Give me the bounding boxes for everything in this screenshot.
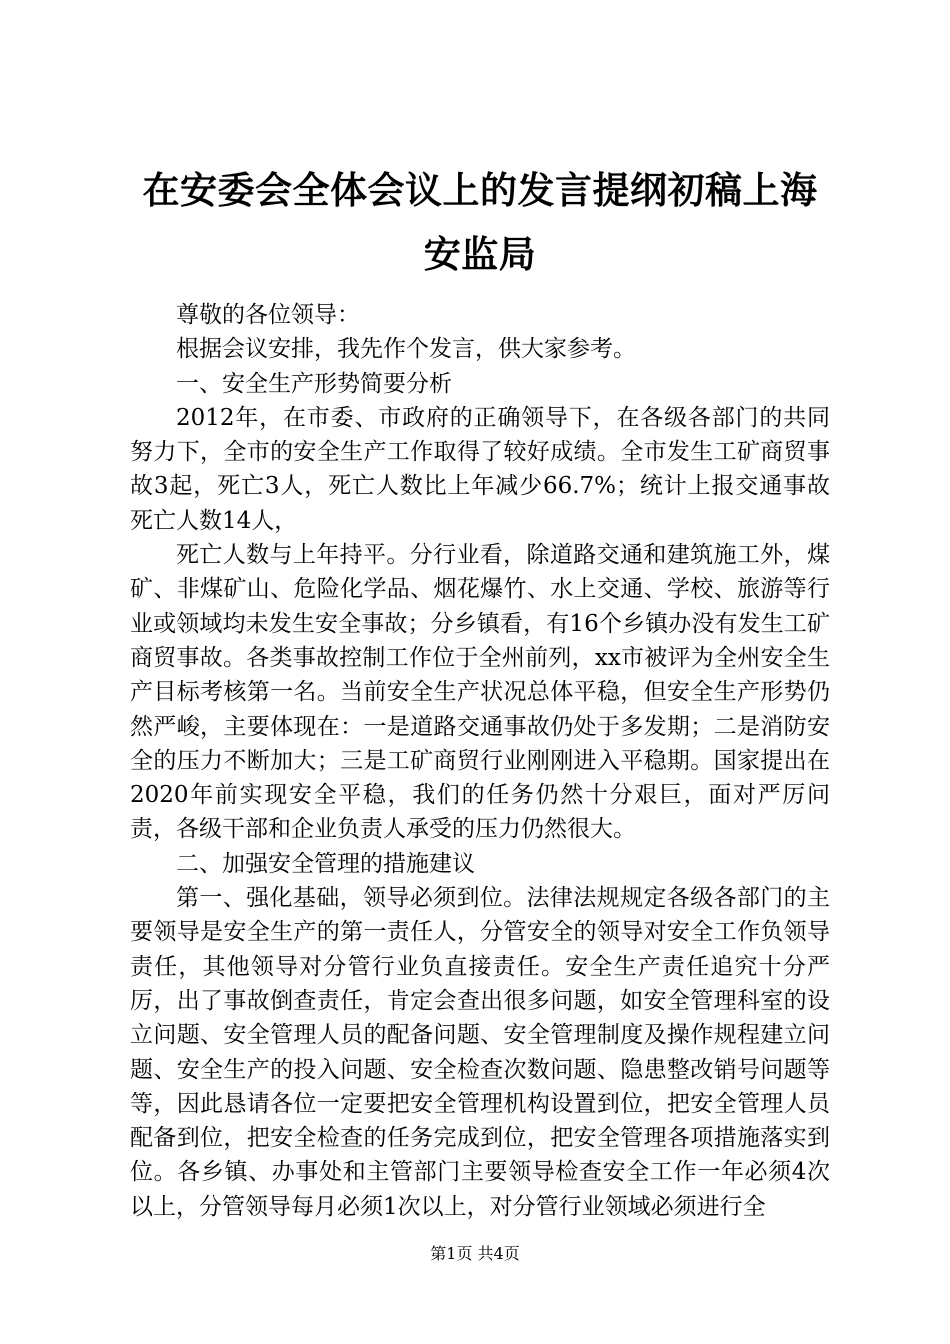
body-paragraph: 第一、强化基础，领导必须到位。法律法规规定各级各部门的主要领导是安全生产的第一责任人，分管安全的领导对安全工作负领导责任，其他领导对分管行业负直接责任。安全生产责任追究十分严厉，出了事故倒查责任，肯定会查出很多问题，如安全管理科室的设立问题、安全管理人员的配备问题、安全管理制度及操作规程建立问题、安全生产的投入问题、安全检查次数问题、隐患整改销号问题等等，因此恳请各位一定要把安全管理机构设置到位，把安全管理人员配备到位，把安全检查的任务完成到位，把安全管理各项措施落实到位。各乡镇、办事处和主管部门主要领导检查安全工作一年必须4次以上，分管领导每月必须1次以上，对分管行业领域必须进行全	[130, 885, 830, 1220]
body-paragraph: 死亡人数与上年持平。分行业看，除道路交通和建筑施工外，煤矿、非煤矿山、危险化学品、烟花爆竹、水上交通、学校、旅游等行业或领域均未发生安全事故；分乡镇看，有16个乡镇办没有发生工矿商贸事故。各类事故控制工作位于全州前列，xx市被评为全州安全生产目标考核第一名。当前安全生产状况总体平稳，但安全生产形势仍然严峻，主要体现在：一是道路交通事故仍处于多发期；二是消防安全的压力不断加大；三是工矿商贸行业刚刚进入平稳期。国家提出在2020年前实现安全平稳，我们的任务仍然十分艰巨，面对严厉问责，各级干部和企业负责人承受的压力仍然很大。	[130, 542, 830, 843]
section-heading-2: 二、加强安全管理的措施建议	[176, 850, 475, 877]
body-paragraph: 2012年，在市委、市政府的正确领导下，在各级各部门的共同努力下，全市的安全生产工作取得了较好成绩。全市发生工矿商贸事故3起，死亡3人，死亡人数比上年减少66.7%；统计上报交通事故死亡人数14人，	[130, 404, 830, 534]
intro-paragraph: 根据会议安排，我先作个发言，供大家参考。	[176, 336, 636, 363]
section-heading-1: 一、安全生产形势简要分析	[176, 370, 452, 397]
document-body	[130, 298, 830, 1224]
page-number-footer: 第1页 共4页	[430, 1244, 520, 1263]
salutation-paragraph: 尊敬的各位领导：	[176, 302, 360, 328]
document-title: 在安委会全体会议上的发言提纲初稿上海安监局	[142, 168, 818, 276]
